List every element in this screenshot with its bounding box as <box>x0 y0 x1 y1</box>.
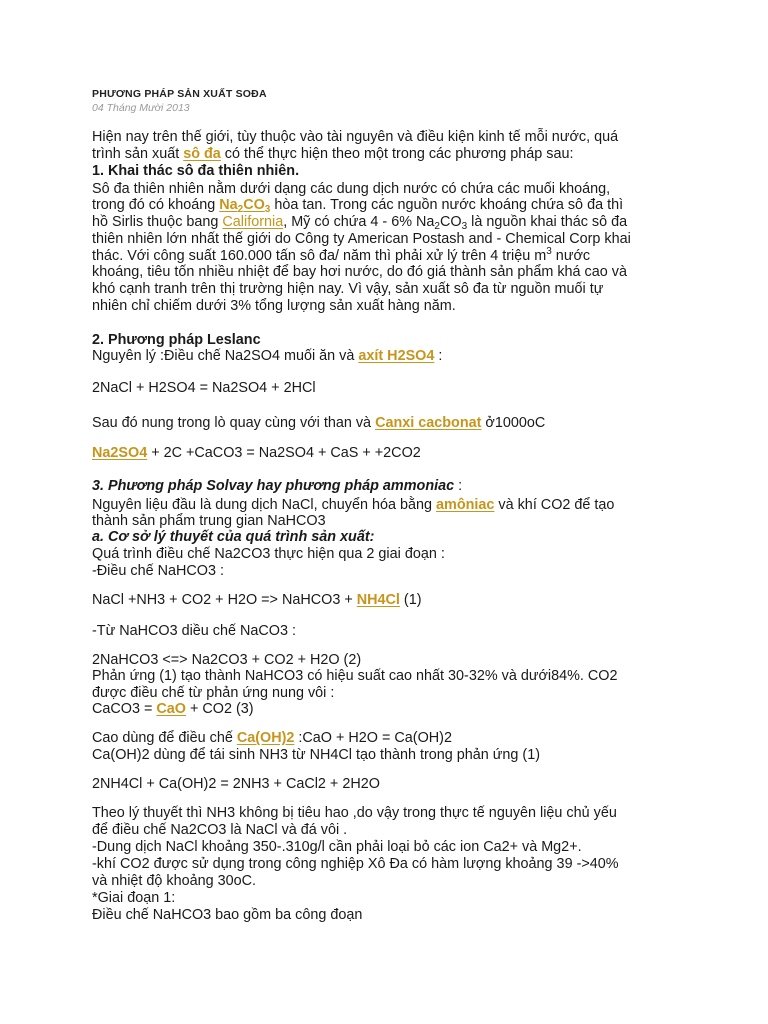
section-3-heading: 3. Phương pháp Solvay hay phương pháp ammoniac : <box>92 478 463 494</box>
link-na2co3[interactable]: $Na_2CO_3$ <box>219 197 271 215</box>
s3-line-15: *Giai đoạn 1: <box>92 890 176 906</box>
s3-line-9: Ca(OH)2 dùng để tái sinh NH3 từ NH4Cl tạo thành trong phản ứng (1) <box>92 747 541 763</box>
link-axit-h2so4[interactable]: axít H2SO4 <box>358 348 435 364</box>
link-canxi-cacbonat[interactable]: Canxi cacbonat <box>375 415 482 431</box>
s3-line-5: -Từ NaHCO3 diều chế NaCO3 : <box>92 623 296 639</box>
link-california[interactable]: California <box>222 214 284 230</box>
link-caoh2[interactable]: Ca(OH)2 <box>236 730 295 746</box>
s1-line-8: nhiên chỉ chiếm dưới 3% tổng lượng sản xuất hàng năm. <box>92 298 456 314</box>
link-cao[interactable]: CaO <box>156 701 186 717</box>
link-na2so4[interactable]: Na2SO4 <box>92 445 148 461</box>
s3-line-10: Theo lý thuyết thì NH3 không bị tiêu hao ,do vậy trong thực tế nguyên liệu chủ yếu <box>92 805 617 821</box>
s1-line-5: thác. Với công suất 160.000 tấn sô đa/ năm thì phải xử lý trên 4 triệu $m^3$ nước <box>92 246 591 264</box>
s3-line-11: để điều chế Na2CO3 là NaCl và đá vôi . <box>92 822 348 838</box>
s3-line-16: Điều chế NaHCO3 bao gồm ba công đoạn <box>92 907 363 923</box>
s1-line-4: thiên nhiên lớn nhất thế giới do Công ty American Postash and - Chemical Corp khai <box>92 231 631 247</box>
s3-line-8: Cao dùng để điều chế Ca(OH)2 :CaO + H2O = Ca(OH)2 <box>92 730 452 746</box>
link-amoniac[interactable]: amôniac <box>436 497 495 513</box>
s1-line-7: khó cạnh tranh trên thị trường hiện nay. Vì vậy, sản xuất sô đa từ nguồn muối tự <box>92 281 604 297</box>
s3-equation-1: NaCl +NH3 + CO2 + H2O => NaHCO3 + NH4Cl (1) <box>92 592 422 608</box>
s3-line-4: -Điều chế NaHCO3 : <box>92 563 224 579</box>
s2-equation-1: 2NaCl + H2SO4 = Na2SO4 + 2HCl <box>92 380 316 396</box>
link-nh4cl[interactable]: NH4Cl <box>356 592 400 608</box>
link-so-da[interactable]: sô đa <box>183 146 221 162</box>
s3-line-3: Quá trình điều chế Na2CO3 thực hiện qua 2 giai đoạn : <box>92 546 445 562</box>
s2-equation-2: Na2SO4 + 2C +CaCO3 = Na2SO4 + CaS + +2CO2 <box>92 445 421 461</box>
s1-line-3: hồ Sirlis thuộc bang California, Mỹ có chứa 4 - 6% $Na_2CO_3$ là nguồn khai thác sô đa <box>92 214 628 232</box>
intro-line-1: Hiện nay trên thế giới, tùy thuộc vào tài nguyên và điều kiện kinh tế mỗi nước, quá <box>92 129 619 145</box>
s3-line-1: Nguyên liệu đầu là dung dịch NaCl, chuyển hóa bằng amôniac và khí CO2 để tạo <box>92 497 615 513</box>
s3-equation-4: 2NH4Cl + Ca(OH)2 = 2NH3 + CaCl2 + 2H2O <box>92 776 380 792</box>
article-title: PHƯƠNG PHÁP SẢN XUẤT SOĐA <box>92 88 267 100</box>
s3-line-12: -Dung dịch NaCl khoảng 350-.310g/l cần phải loại bỏ các ion Ca2+ và Mg2+. <box>92 839 582 855</box>
s1-line-6: khoáng, tiêu tốn nhiều nhiệt để bay hơi nước, do đó giá thành sản phẩm khá cao và <box>92 264 627 280</box>
s1-line-1: Sô đa thiên nhiên nằm dưới dạng các dung dịch nước có chứa các muối khoáng, <box>92 181 611 197</box>
s3-equation-3: CaCO3 = CaO + CO2 (3) <box>92 701 254 717</box>
intro-line-2: trình sản xuất sô đa có thể thực hiện theo một trong các phương pháp sau: <box>92 146 574 162</box>
s3-line-6: Phản ứng (1) tạo thành NaHCO3 có hiệu suất cao nhất 30-32% và dưới84%. CO2 <box>92 668 618 684</box>
section-1-heading: 1. Khai thác sô đa thiên nhiên. <box>92 163 300 179</box>
s1-line-2: trong đó có khoáng $Na_2CO_3$ hòa tan. Trong các nguồn nước khoáng chứa sô đa thì <box>92 197 624 215</box>
s3-subheading: a. Cơ sở lý thuyết của quá trình sản xuất: <box>92 529 375 545</box>
s3-line-7: được điều chế từ phản ứng nung vôi : <box>92 685 335 701</box>
s2-line-2: Sau đó nung trong lò quay cùng với than và Canxi cacbonat ở1000oC <box>92 415 546 431</box>
s3-line-2: thành sản phẩm trung gian NaHCO3 <box>92 513 326 529</box>
s3-line-14: và nhiệt độ khoảng 30oC. <box>92 873 257 889</box>
section-2-heading: 2. Phương pháp Leslanc <box>92 332 261 348</box>
s2-line-1: Nguyên lý :Điều chế Na2SO4 muối ăn và axít H2SO4 : <box>92 348 443 364</box>
article-date: 04 Tháng Mười 2013 <box>92 102 190 114</box>
s3-line-13: -khí CO2 được sử dụng trong công nghiệp Xô Đa có hàm lượng khoảng 39 ->40% <box>92 856 619 872</box>
s3-equation-2: 2NaHCO3 <=> Na2CO3 + CO2 + H2O (2) <box>92 652 362 668</box>
